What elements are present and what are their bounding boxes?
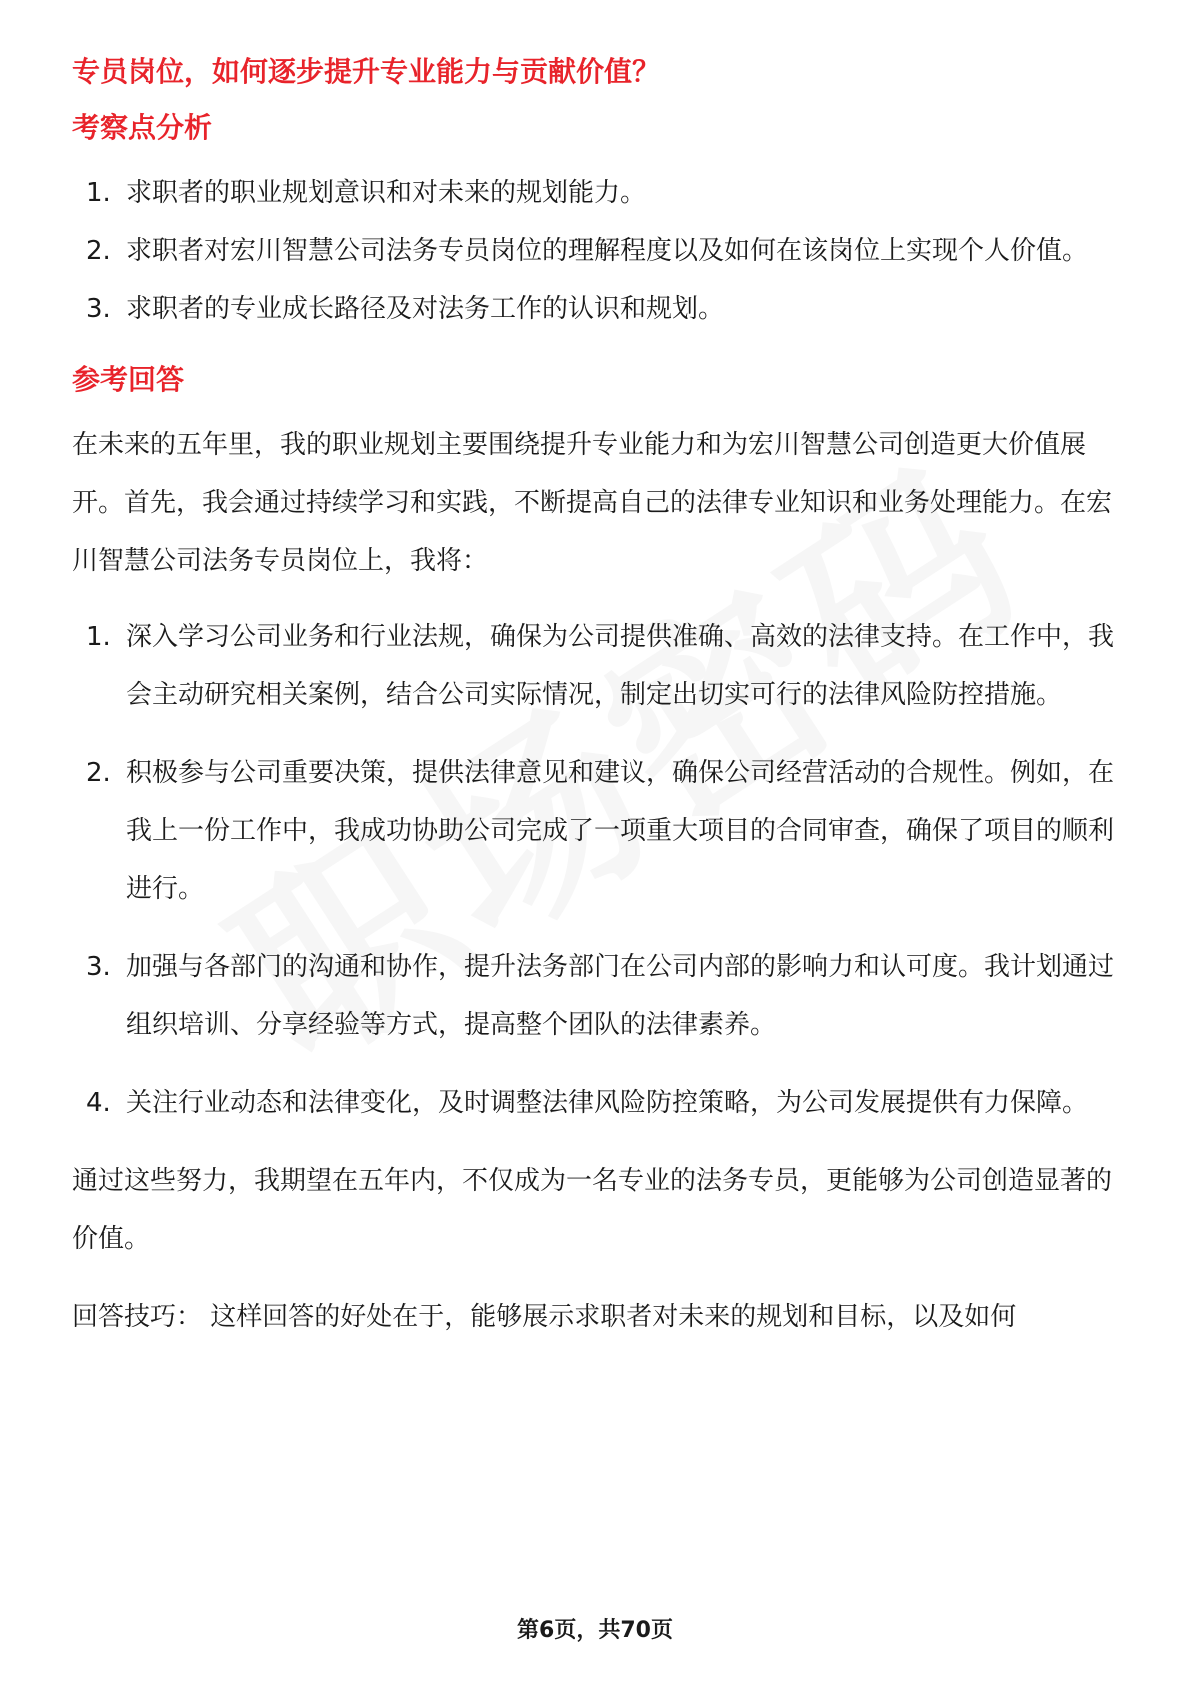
list-item xyxy=(72,164,1122,222)
list-text: 求职者的职业规划意识和对未来的规划能力。 xyxy=(126,178,647,208)
list-number: 2. xyxy=(86,236,111,266)
list-text: 深入学习公司业务和行业法规，确保为公司提供准确、高效的法律支持。在工作中，我会主动研究相关案例，结合公司实际情况，制定出切实可行的法律风险防控措施。 xyxy=(126,622,1115,710)
list-number: 4. xyxy=(86,1088,111,1118)
list-number: 3. xyxy=(86,294,111,324)
answer-closing: 通过这些努力，我期望在五年内，不仅成为一名专业的法务专员，更能够为公司创造显著的价值。 xyxy=(72,1166,1113,1254)
list-number: 1. xyxy=(86,178,111,208)
list-item xyxy=(72,222,1122,280)
answer-tips: 回答技巧： 这样回答的好处在于，能够展示求职者对未来的规划和目标，以及如何 xyxy=(72,1302,1017,1332)
answer-heading: 参考回答 xyxy=(72,363,185,396)
answer-list xyxy=(72,608,1122,1132)
list-item xyxy=(72,280,1122,338)
document-page xyxy=(72,52,1122,1346)
list-number: 2. xyxy=(86,758,111,788)
list-item xyxy=(72,744,1122,918)
list-text: 积极参与公司重要决策，提供法律意见和建议，确保公司经营活动的合规性。例如，在我上一份工作中，我成功协助公司完成了一项重大项目的合同审查，确保了项目的顺利进行。 xyxy=(126,758,1115,904)
list-item xyxy=(72,938,1122,1054)
answer-intro: 在未来的五年里，我的职业规划主要围绕提升专业能力和为宏川智慧公司创造更大价值展开。首先，我会通过持续学习和实践，不断提高自己的法律专业知识和业务处理能力。在宏川智慧公司法务专员岗位上，我将： xyxy=(72,430,1113,576)
list-text: 关注行业动态和法律变化，及时调整法律风险防控策略，为公司发展提供有力保障。 xyxy=(126,1088,1089,1118)
page-indicator: 第6页，共70页 xyxy=(517,1618,673,1643)
list-text: 加强与各部门的沟通和协作，提升法务部门在公司内部的影响力和认可度。我计划通过组织培训、分享经验等方式，提高整个团队的法律素养。 xyxy=(126,952,1115,1040)
list-item xyxy=(72,1074,1122,1132)
list-text: 求职者对宏川智慧公司法务专员岗位的理解程度以及如何在该岗位上实现个人价值。 xyxy=(126,236,1089,266)
list-number: 1. xyxy=(86,622,111,652)
list-text: 求职者的专业成长路径及对法务工作的认识和规划。 xyxy=(126,294,725,324)
document-title: 专员岗位，如何逐步提升专业能力与贡献价值？ xyxy=(72,55,661,88)
analysis-list xyxy=(72,164,1122,338)
list-item xyxy=(72,608,1122,724)
list-number: 3. xyxy=(86,952,111,982)
analysis-heading: 考察点分析 xyxy=(72,111,213,144)
